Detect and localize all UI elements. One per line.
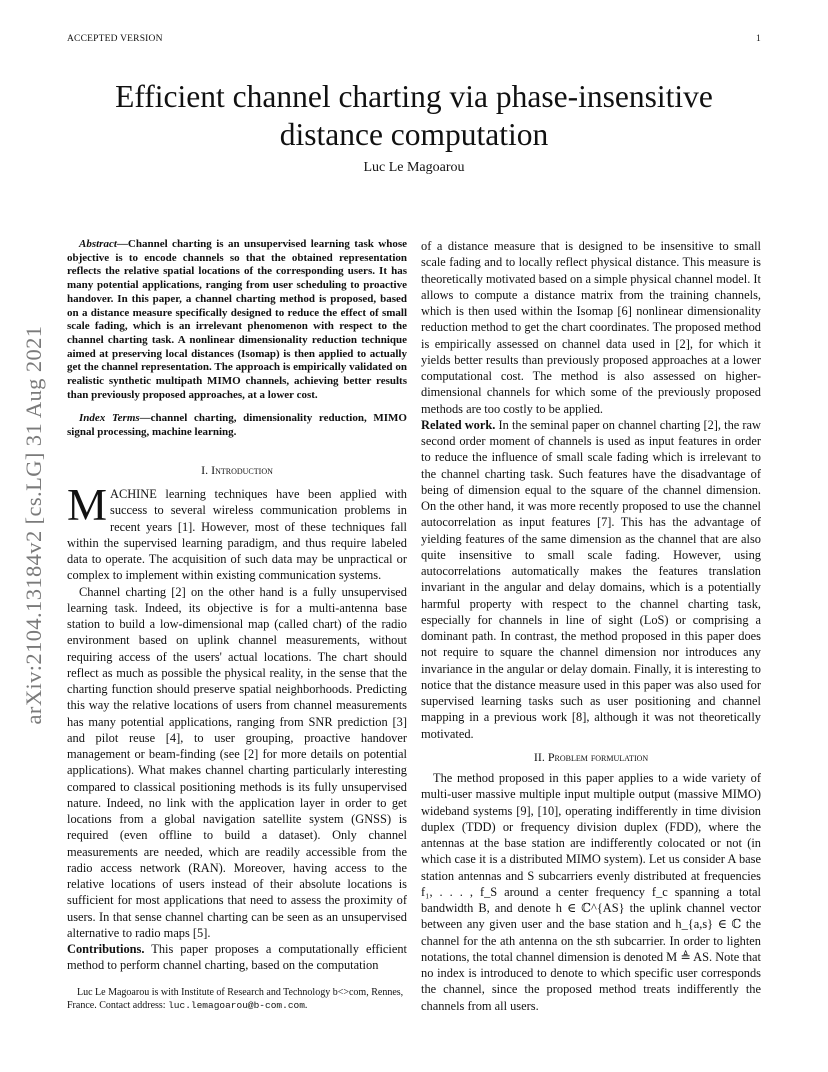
- footnote: Luc Le Magoarou is with Institute of Research and Technology b<>com, Rennes, France. Contact address: luc.lemagoarou@b-com.com.: [67, 987, 404, 1011]
- right-paragraph-1: of a distance measure that is designed to be insensitive to small scale fading and to locally reflect physical distance. This measure is theoretically motivated based on a simple physical channel model. It allows to compute a distance matrix from the training channels, which is then used within the Isomap [6] nonlinear dimensionality reduction method to get the chart coordinates. The proposed method is empirically assessed on channel data used in [2], for which it yields better results than previously proposed approaches at a lower computational cost. The method is also assessed on higher-dimensional channels for which some of the previously proposed methods are too costly to be applied.: [421, 239, 761, 416]
- index-terms-label: Index Terms: [79, 412, 140, 425]
- contributions-label: Contributions.: [67, 942, 145, 957]
- related-work-text: In the seminal paper on channel charting [2], the raw second order moment of channels is used as input features in order to reduce the influence of small scale fading which is irrelevant to the channel charting task. Such features have the disadvantage of being of dimension equal to the square of the channel dimension. On the other hand, it was more recently proposed to use the channel autocorrelation as input features [7]. This has the advantage of yielding features of the same dimension as the channel that are also quite insensitive to small scale fading. However, using autocorrelations automatically makes the features translation invariant in the angular and delay domains, which is a potentially harmful property with respect to the channel charting task, especially for channels in line of sight (LoS) or comprising a dominant path. In contrast, the method proposed in this paper does not require to square the channel dimension nor introduces any invariance in the angular or delay domain. Finally, it is interesting to notice that the distance measure used in this paper was also used for supervised learning tasks such as user positioning and channel mapping in a previous work [8], although it was not theoretically motivated.: [421, 417, 761, 741]
- related-work-paragraph: [421, 417, 761, 742]
- abstract-text: —Channel charting is an unsupervised learning task whose objective is to encode channels so that the obtained representation reflects the relative spatial locations of the corresponding users. It has many potential applications, ranging from user scheduling to proactive handover. In this paper, a channel charting method is proposed, based on a distance measure specifically designed to reduce the effect of small scale fading, which is an irrelevant phenomenon with respect to the channel charting task. A nonlinear dimensionality reduction technique aimed at preserving local distances (Isomap) is then applied to actually get the channel representation. The approach is empirically validated on realistic synthetic multipath MIMO channels, achieving better results than previously proposed approaches, at a lower cost.: [67, 238, 407, 401]
- right-column: [421, 238, 761, 1014]
- arxiv-id: arXiv:2104.13184v2 [cs.LG] 31 Aug 2021: [21, 325, 46, 725]
- contributions-text: This paper proposes a computationally efficient method to perform channel charting, based on the computation: [67, 942, 407, 973]
- footnote-text: Luc Le Magoarou is with Institute of Research and Technology b<>com, Rennes, France. Contact address:: [67, 987, 404, 1011]
- author-name: Luc Le Magoarou: [363, 160, 465, 175]
- contributions-paragraph: [67, 941, 407, 974]
- paper-title: Efficient channel charting via phase-insensitive distance computation: [115, 79, 713, 152]
- abstract-label: Abstract: [79, 238, 117, 250]
- abstract: [67, 238, 407, 402]
- drop-cap: M: [67, 480, 108, 531]
- problem-paragraph: The method proposed in this paper applies to a wide variety of multi-user massive multiple input multiple output (massive MIMO) wideband systems [9], [10], operating indifferently in time division duplex (TDD) or frequency division duplex (FDD), where the antennas at the base station are indifferently colocated or not (in which case it is a distributed MIMO system). Let us consider A base station antennas and S subcarriers evenly distributed at frequencies f₁, . . . , f_S around a center frequency f_c spanning a total bandwidth B, and denote h ∈ ℂ^{AS} the uplink channel vector between any given user and the base station and h_{a,s} ∈ ℂ the channel for the ath antenna on the sth subcarrier. In order to lighten notations, the total channel dimension is denoted M ≜ AS. Note that no index is introduced to denote to which specific user corresponds the channel, since the proposed method treats indifferently the channels from all users.: [421, 771, 761, 1013]
- page-number: 1: [756, 34, 761, 44]
- related-work-label: Related work.: [421, 417, 496, 432]
- arxiv-stamp: [14, 290, 54, 760]
- contact-email[interactable]: luc.lemagoarou@b-com.com: [168, 1000, 305, 1011]
- intro-p1-text: ACHINE learning techniques have been applied with success to several wireless communication problems in recent years [1]. However, most of these techniques fall within the supervised learning paradigm, and thus require labeled data to operate. The acquisition of such data may be unpractical or complex to implement within existing communication systems.: [67, 487, 407, 583]
- intro-paragraph-2: Channel charting [2] on the other hand is a fully unsupervised learning task. Indeed, its objective is for a multi-antenna base station to build a low-dimensional map (called chart) of the radio environment based on uplink channel measurements, without requiring access of the users' actual locations. The chart should reflect as much as possible the physical reality, in the sense that the charting function should preserve spatial neighborhoods. Predicting this way the relative locations of users from channel measurements has many potential applications, ranging from SNR prediction [3] and pilot reuse [4], to user grouping, proactive handover management or beam-finding (see [2] for more details on potential applications). What makes channel charting particularly interesting compared to classical positioning methods is its fully unsupervised nature. Indeed, no link with the application layer in order to get locations from a global navigation satellite system (GNSS) is required (even offline to build a dataset). Only channel measurements are needed, which are readily accessible from the radio access network (RAN). Moreover, having access to the relative locations of users instead of their absolute locations is sufficient for most applications that need to assess the proximity of users. In that sense channel charting can be seen as an unsupervised alternative to radio maps [5].: [67, 584, 407, 940]
- running-header: ACCEPTED VERSION: [67, 34, 163, 44]
- index-terms-text: —channel charting, dimensionality reduction, MIMO signal processing, machine learning.: [67, 412, 407, 439]
- section-heading-introduction: I. Introduction: [201, 462, 273, 477]
- left-column: [67, 238, 407, 974]
- section-heading-problem-formulation: II. Problem formulation: [533, 749, 649, 764]
- index-terms: [67, 412, 407, 439]
- intro-paragraph-1: [67, 480, 407, 584]
